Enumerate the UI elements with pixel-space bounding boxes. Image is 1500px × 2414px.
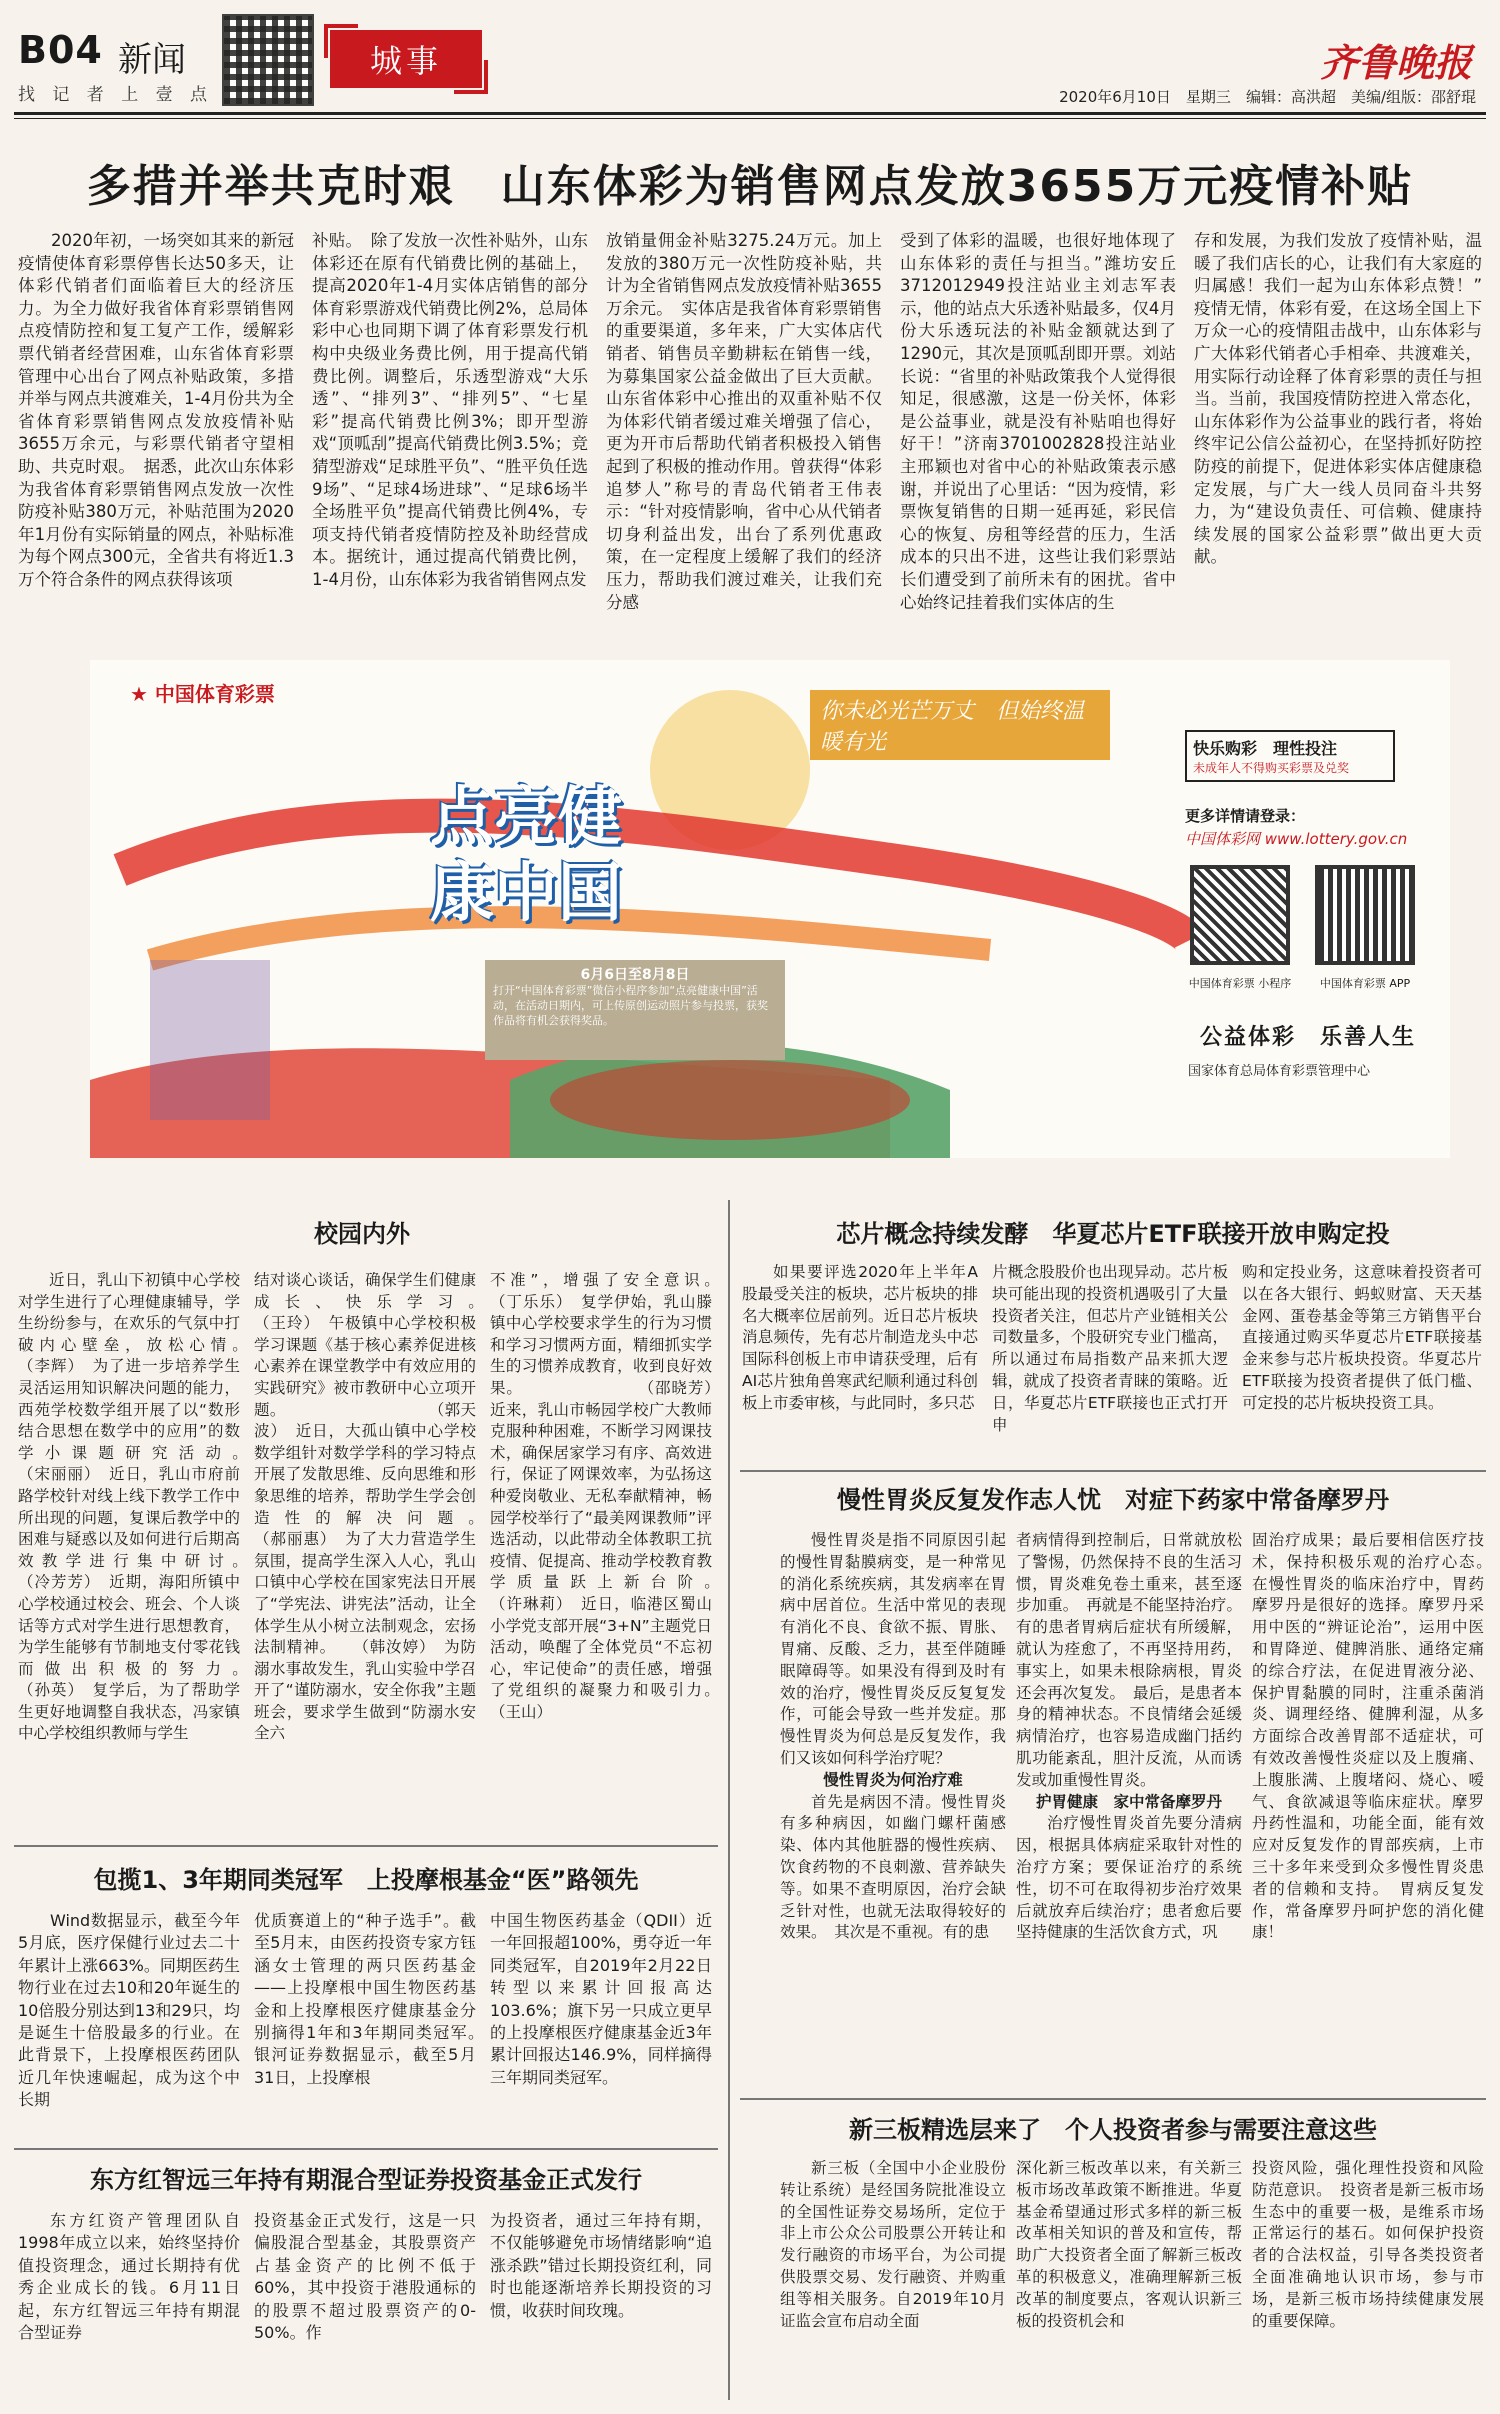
- fund-col-3: 中国生物医药基金（QDII）近一年回报超100%，勇夺近一年同类冠军，自2019年2月22日转型以来累计回报高达103.6%；旗下另一只成立更早的上投摩根医疗健康基金近3年累计回报达146.9%，同样摘得三年期同类冠军。: [490, 1911, 712, 2087]
- lottery-ad: [90, 660, 1450, 1158]
- qr2-label: 中国体育彩票 APP: [1319, 977, 1411, 990]
- ad-site-link[interactable]: 中国体彩网 www.lottery.gov.cn: [1185, 830, 1408, 848]
- campus-col-3: 不准”，增强了安全意识。 （丁乐乐） 复学伊始，乳山滕镇中心学校要求学生的行为习惯和学习习惯两方面，精细抓实学生的习惯养成教育，收到良好效果。 （邵晓芳） 近来，乳山市畅园学校广大教师克服种种困难，不断学习网课技术，确保居家学习有序、高效进行，保证了网课效率，为弘扬这种爱岗敬业、无私奉献精神，畅园学校举行了“最美网课教师”评选活动，以此带动全体教职工抗疫情、促提高、推动学校教育教学质量跃上新台阶。 （许琳莉） 近日，临港区蜀山小学党支部开展“3+N”主题党日活动，唤醒了全体党员“不忘初心，牢记使命”的责任感，增强了党组织的凝聚力和吸引力。 （王山）: [490, 1271, 712, 1721]
- header-rule-thin: [14, 118, 1486, 119]
- divider: [14, 2148, 718, 2150]
- ad-brand: ★ 中国体育彩票: [130, 682, 275, 706]
- stomach-subhead-1: 慢性胃炎为何治疗难: [823, 1770, 963, 1789]
- fund-title: 包揽1、3年期同类冠军 上投摩根基金“医”路领先: [93, 1866, 639, 1894]
- header-rule: [14, 112, 1486, 115]
- lead-col-3: 放销量佣金补贴3275.24万元。加上发放的380万元一次性防疫补贴，共计为全省销售网点发放疫情补贴3655万余元。 实体店是我省体育彩票销售的重要渠道，多年来，广大实体店代销者、销售员辛勤耕耘在销售一线，为募集国家公益金做出了巨大贡献。山东省体彩中心推出的双重补贴不仅为体彩代销者缓过难关增强了信心，更为开市后帮助代销者积极投入销售起到了积极的推动作用。曾获得“体彩追梦人”称号的青岛代销者王伟表示：“针对疫情影响，省中心从代销者切身利益出发，出台了系列优惠政策，在一定程度上缓解了我们的经济压力，帮助我们渡过难关，让我们充分感: [606, 231, 882, 612]
- section-tag: 城事: [330, 30, 482, 88]
- fang-col-3: 为投资者，通过三年持有期，不仅能够避免市场情绪影响“追涨杀跌”错过长期投资红利，同时也能逐渐培养长期投资的习惯，收获时间玫瑰。: [490, 2211, 712, 2320]
- dateline: 2020年6月10日 星期三 编辑：高洪超 美编/组版：邵舒琨: [1059, 88, 1476, 106]
- stomach-col-1: 慢性胃炎是指不同原因引起的慢性胃黏膜病变，是一种常见的消化系统疾病，其发病率在胃病中居首位。生活中常见的表现有消化不良、食欲不振、胃胀、胃痛、反酸、乏力，甚至伴随睡眠障碍等。如果没有得到及时有效的治疗，慢性胃炎反反复复发作，可能会导致一些并发症。那慢性胃炎为何总是反复发作，我们又该如何科学治疗呢？ 慢性胃炎为何治疗难 首先是病因不清。慢性胃炎有多种病因，如幽门螺杆菌感染、体内其他脏器的慢性疾病、饮食药物的不良刺激、营养缺失等。如果不查明原因，治疗会缺乏针对性，也就无法取得较好的效果。 其次是不重视。有的患: [780, 1531, 1006, 1942]
- ad-motto: 公益体彩 乐善人生: [1200, 1025, 1417, 1050]
- ad-slogan: 你未必光芒万丈 但始终温暖有光: [810, 690, 1110, 760]
- ad-org: 国家体育总局体育彩票管理中心: [1188, 1064, 1371, 1079]
- lead-col-2: 补贴。 除了发放一次性补贴外，山东体彩还在原有代销费比例的基础上，提高2020年1-4月实体店销售的部分体育彩票游戏代销费比例2%，总局体彩中心也同期下调了体育彩票发行机构中央级业务费比例，用于提高代销费比例。调整后，乐透型游戏“大乐透”、“排列3”、“排列5”、“七星彩”提高代销费比例3%；即开型游戏“顶呱刮”提高代销费比例3.5%；竞猜型游戏“足球胜平负”、“胜平负任选9场”、“足球4场进球”、“足球6场半全场胜平负”提高代销费比例4%，专项支持代销者疫情防控及补助经营成本。据统计，通过提高代销费比例，1-4月份，山东体彩为我省销售网点发: [312, 231, 588, 589]
- ad-box: 快乐购彩 理性投注 未成年人不得购买彩票及兑奖: [1185, 730, 1395, 782]
- fang-col-2: 投资基金正式发行，这是一只偏股混合型基金，其股票资产占基金资产的比例不低于60%，其中投资于港股通标的的股票不超过股票资产的0-50%。作: [254, 2211, 476, 2343]
- fund-col-2: 优质赛道上的“种子选手”。截至5月末，由医药投资专家方钰涵女士管理的两只医药基金——上投摩根中国生物医药基金和上投摩根医疗健康基金分别摘得1年和3年期同类冠军。 银河证券数据显示，截至5月31日，上投摩根: [254, 1911, 476, 2087]
- neeq-col-2: 深化新三板改革以来，有关新三板市场改革政策不断推进。华夏基金希望通过形式多样的新三板改革相关知识的普及和宣传，帮助广大投资者全面了解新三板改革的积极意义，准确理解新三板改革的制度要点，客观认识新三板的投资机会和: [1016, 2159, 1242, 2330]
- ad-desc-box: 6月6日至8月8日 打开“中国体育彩票”微信小程序参加“点亮健康中国”活动，在活动日期内，可上传原创运动照片参与投票，获奖作品将有机会获得奖品。: [485, 960, 785, 1060]
- neeq-col-1: 新三板（全国中小企业股份转让系统）是经国务院批准设立的全国性证券交易场所，定位于非上市公众公司股票公开转让和发行融资的市场平台，为公司提供股票交易、发行融资、并购重组等相关服务。自2019年10月证监会宣布启动全面: [780, 2159, 1006, 2330]
- ad-more: 更多详情请登录：: [1185, 807, 1306, 825]
- neeq-col-3: 投资风险，强化理性投资和风险防范意识。 投资者是新三板市场生态中的重要一极，是维系市场正常运行的基石。如何保护投资者的合法权益，引导各类投资者全面准确地认识市场，参与市场，是新三板市场持续健康发展的重要保障。: [1252, 2159, 1484, 2330]
- chip-col-3: 购和定投业务，这意味着投资者可以在各大银行、蚂蚁财富、天天基金网、蛋卷基金等第三方销售平台直接通过购买华夏芯片ETF联接基金来参与芯片板块投资。华夏芯片ETF联接为投资者提供了低门槛、可定投的芯片板块投资工具。: [1242, 1263, 1482, 1412]
- chip-col-2: 片概念股股价也出现异动。芯片板块可能出现的投资机遇吸引了大量投资者关注，但芯片产业链相关公司数量多，个股研究专业门槛高，所以通过布局指数产品来抓大逻辑，就成了投资者青睐的策略。近日，华夏芯片ETF联接也正式打开申: [992, 1263, 1228, 1434]
- qr-code-icon: [222, 14, 314, 106]
- tagline: 找 记 者 上 壹 点: [18, 85, 214, 105]
- newspaper-logo: 齐鲁晚报: [1319, 40, 1472, 85]
- lead-col-4: 受到了体彩的温暖，也很好地体现了山东体彩的责任与担当。”潍坊安丘3712012949投注站业主刘志军表示，他的站点大乐透补贴最多，仅4月份大乐透玩法的补贴金额就达到了1290元，其次是顶呱刮即开票。刘站长说：“省里的补贴政策我个人觉得很知足，很感激，这是一份关怀，体彩是公益事业，就是没有补贴咱也得好好干！”济南3701002828投注站业主邢颖也对省中心的补贴政策表示感谢，并说出了心里话：“因为疫情，彩票恢复销售的日期一延再延，彩民信心的恢复、房租等经营的压力，生活成本的只出不进，这些让我们彩票站长们遭受到了前所未有的困扰。省中心始终记挂着我们实体店的生: [900, 231, 1176, 612]
- fang-col-1: 东方红资产管理团队自1998年成立以来，始终坚持价值投资理念，通过长期持有优秀企业成长的钱。6月11日起，东方红智远三年持有期混合型证券: [18, 2211, 240, 2343]
- lead-col-5: 存和发展，为我们发放了疫情补贴，温暖了我们店长的心，让我们有大家庭的归属感！我们一起为山东体彩点赞！” 疫情无情，体彩有爱，在这场全国上下万众一心的疫情阻击战中，山东体彩与广大体彩代销者心手相牵、共渡难关，用实际行动诠释了体育彩票的责任与担当。当前，我国疫情防控进入常态化，山东体彩作为公益事业的践行者，将始终牢记公信公益初心，在坚持抓好防控防疫的前提下，促进体彩实体店健康稳定发展，与广大一线人员同奋斗共努力，为“建设负责任、可信赖、健康持续发展的国家公益彩票”做出更大贡献。: [1194, 231, 1482, 567]
- app-qr-icon: [1315, 865, 1415, 965]
- qr1-label: 中国体育彩票 小程序: [1188, 977, 1292, 990]
- miniprogram-qr-icon: [1190, 865, 1290, 965]
- stomach-subhead-2: 护胃健康 家中常备摩罗丹: [1035, 1792, 1222, 1811]
- lead-col-1: 2020年初，一场突如其来的新冠疫情使体育彩票停售长达50多天，让体彩代销者们面临着巨大的经济压力。为全力做好我省体育彩票销售网点疫情防控和复工复产工作，缓解彩票代销者经营困难，山东省体育彩票管理中心出台了网点补贴政策，多措并举与网点共渡难关，1-4月份共为全省体育彩票销售网点发放疫情补贴3655万余元，与彩票代销者守望相助、共克时艰。 据悉，此次山东体彩为我省体育彩票销售网点发放一次性防疫补贴380万元，补贴范围为2020年1月份有实际销量的网点，补贴标准为每个网点300元，全省共有将近1.3万个符合条件的网点获得该项: [18, 231, 294, 589]
- divider: [740, 1470, 1486, 1472]
- ad-campaign: 点亮健康中国: [430, 781, 622, 931]
- campus-title: 校园内外: [314, 1220, 410, 1248]
- fund-col-1: Wind数据显示，截至今年5月底，医疗保健行业过去二十年累计上涨663%。同期医药生物行业在过去10和20年诞生的10倍股分别达到13和29只，均是诞生十倍股最多的行业。在此背景下，上投摩根医药团队近几年快速崛起，成为这个中长期: [18, 1911, 240, 2110]
- divider: [14, 1845, 718, 1847]
- page-code: B04: [18, 28, 103, 72]
- campus-col-1: 近日，乳山下初镇中心学校对学生进行了心理健康辅导，学生纷纷参与，在欢乐的气氛中打破内心壁垒，放松心情。 （李辉） 为了进一步培养学生灵活运用知识解决问题的能力，西苑学校数学组开展了以“数形结合思想在数学中的应用”的数学小课题研究活动。 （宋丽丽） 近日，乳山市府前路学校针对线上线下教学工作中所出现的问题，复课后教学中的困难与疑惑以及如何进行后期高效教学进行集中研讨。 （冷芳芳） 近期，海阳所镇中心学校通过校会、班会、个人谈话等方式对学生进行思想教育，为学生能够有节制地支付零花钱而做出积极的努力。 （孙英） 复学后，为了帮助学生更好地调整自我状态，冯家镇中心学校组织教师与学生: [18, 1271, 240, 1743]
- stomach-title: 慢性胃炎反复发作志人忧 对症下药家中常备摩罗丹: [837, 1486, 1389, 1514]
- stomach-col-2: 者病情得到控制后，日常就放松了警惕，仍然保持不良的生活习惯，胃炎难免卷土重来，甚至逐步加重。 再就是不能坚持治疗。有的患者胃病后症状有所缓解，就认为痊愈了，不再坚持用药，事实上，如果未根除病根，胃炎还会再次复发。 最后，是患者本身的精神状态。不良情绪会延缓病情治疗，也容易造成幽门括约肌功能紊乱，胆汁反流，从而诱发或加重慢性胃炎。 护胃健康 家中常备摩罗丹 治疗慢性胃炎首先要分清病因，根据具体病症采取针对性的治疗方案；要保证治疗的系统性，切不可在取得初步治疗效果后就放弃后续治疗；患者愈后要坚持健康的生活饮食方式，巩: [1016, 1531, 1242, 1942]
- stomach-col-3: 固治疗成果；最后要相信医疗技术，保持积极乐观的治疗心态。 在慢性胃炎的临床治疗中，胃药摩罗丹是很好的选择。摩罗丹采用中医的“辨证论治”，运用中医和胃降逆、健脾消胀、通络定痛的综合疗法，在促进胃液分泌、保护胃黏膜的同时，注重杀菌消炎、调理经络、健脾利湿，从多方面综合改善胃部不适症状，可有效改善慢性炎症以及上腹痛、上腹胀满、上腹堵闷、烧心、嗳气、食欲减退等临床症状。摩罗丹药性温和，功能全面，能有效应对反复发作的胃部疾病，上市三十多年来受到众多慢性胃炎患者的信赖和支持。 胃病反复发作，常备摩罗丹呵护您的消化健康！: [1252, 1531, 1484, 1942]
- fang-title: 东方红智远三年持有期混合型证券投资基金正式发行: [90, 2166, 642, 2194]
- lead-headline: 多措并举共克时艰 山东体彩为销售网点发放3655万元疫情补贴: [86, 161, 1414, 212]
- column-divider: [728, 1200, 730, 2400]
- divider: [740, 2098, 1486, 2100]
- section-name: 新闻: [118, 40, 186, 80]
- chip-title: 芯片概念持续发酵 华夏芯片ETF联接开放申购定投: [836, 1220, 1390, 1248]
- neeq-title: 新三板精选层来了 个人投资者参与需要注意这些: [849, 2116, 1377, 2144]
- chip-col-1: 如果要评选2020年上半年A股最受关注的板块，芯片板块的排名大概率位居前列。近日芯片板块消息频传，先有芯片制造龙头中芯国际科创板上市申请获受理，后有AI芯片独角兽寒武纪顺利通过科创板上市委审核，与此同时，多只芯: [742, 1263, 978, 1412]
- campus-col-2: 结对谈心谈话，确保学生们健康成长、快乐学习。 （王玲） 午极镇中心学校积极学习课题《基于核心素养促进核心素养在课堂教学中有效应用的实践研究》被市教研中心立项开题。 （郭天波） 近日，大孤山镇中心学校数学组针对数学学科的学习特点开展了发散思维、反向思维和形象思维的培养，帮助学生学会创造性的解决问题。 （郝丽惠） 为了大力营造学生氛围，提高学生深入人心，乳山口镇中心学校在国家宪法日开展了“学宪法、讲宪法”活动，让全体学生从小树立法制观念，宏扬法制精神。 （韩汝婷） 为防溺水事故发生，乳山实验中学召开了“谨防溺水，安全你我”主题班会，要求学生做到“防溺水安全六: [254, 1271, 476, 1743]
